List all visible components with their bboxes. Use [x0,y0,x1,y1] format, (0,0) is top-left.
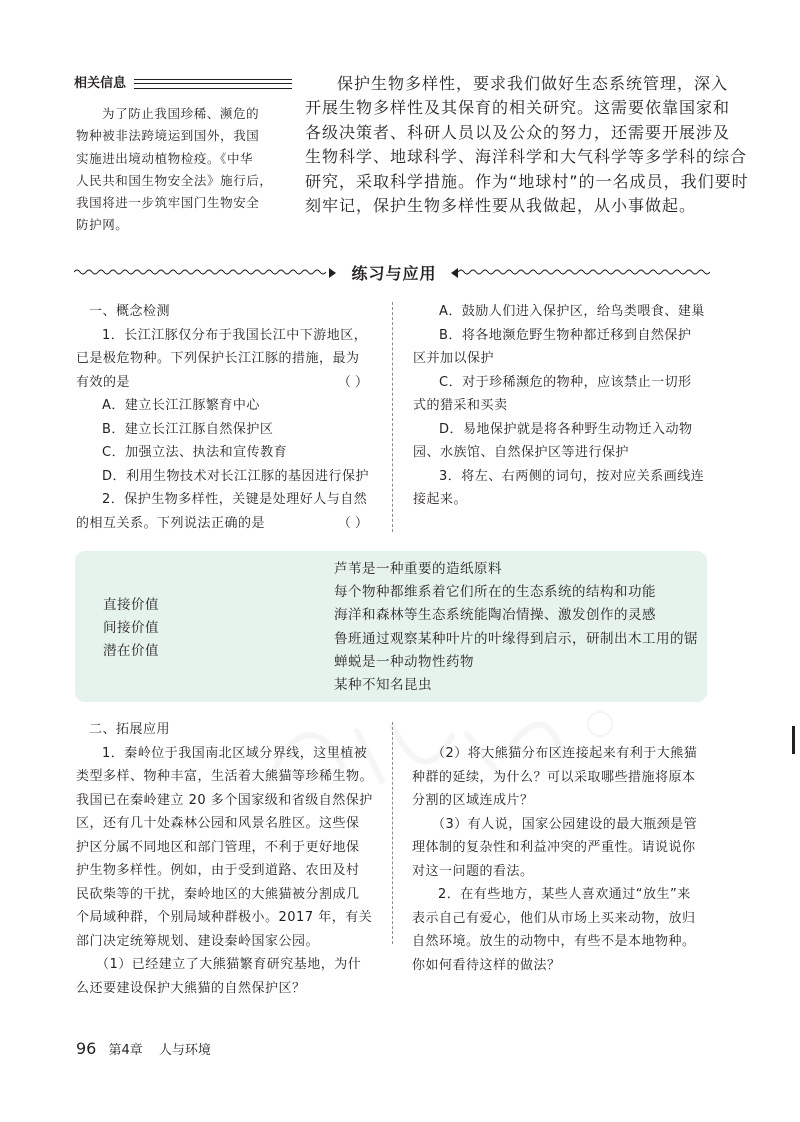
side-note-line: 物种被非法跨境运到国外，我国 [76,128,260,144]
question-line [76,512,374,536]
side-note-line: 人民共和国生物安全法》施行后， [76,172,273,188]
question-line: 类型多样、物种丰富，生活着大熊猫等珍稀生物。 [76,769,374,784]
option-line: 式的猎采和买卖 [413,398,508,413]
question-line: 接起来。 [413,492,468,507]
option-line: A．鼓励人们进入保护区，给鸟类喂食、建巢 [439,304,705,319]
wave-divider-right [448,266,710,278]
paragraph-line: 生物科学、地球科学、海洋科学和大气科学等多学科的综合 [305,147,748,167]
subquestion-line: 种群的延续，为什么？可以采取哪些措施将原本 [412,769,696,785]
subquestion-line: 分割的区域连成片？ [412,793,534,808]
question-line: 你如何看待这样的做法？ [412,957,561,973]
matching-right-item: 海洋和森林等生态系统能陶冶情操、激发创作的灵感 [334,607,656,624]
section-title: 练习与应用 [351,264,437,283]
subquestion-line: 对这一问题的看法。 [412,863,534,879]
paragraph-line: 开展生物多样性及其保育的相关研究。这需要依靠国家和 [305,98,731,118]
option-line: B．建立长江江豚自然保护区 [102,421,274,437]
chapter-title: 人与环境 [158,1043,211,1058]
extension-column-right [412,742,712,977]
paragraph-line: 研究，采取科学措施。作为“地球村”的一名成员，我们要时 [305,171,749,191]
question-line: 区，还有几十处森林公园和风景名胜区。这些保 [76,816,360,831]
matching-left-item: 直接价值 [103,597,159,613]
page-number: 96 [76,1039,97,1058]
question-line: 1．长江江豚仅分布于我国长江中下游地区， [102,327,368,343]
chapter-label: 第4章 [108,1043,143,1058]
matching-right-item: 芦苇是一种重要的造纸原料 [334,561,502,577]
question-line: 我国已在秦岭建立 20 多个国家级和省级自然保护 [76,792,373,808]
column-divider [392,722,393,944]
side-note-title: 相关信息 [74,76,127,91]
side-note-line: 防护网。 [76,217,129,233]
answer-bracket: （ ） [337,374,368,390]
side-note-rule [134,79,292,89]
option-line: 园、水族馆、自然保护区等进行保护 [413,445,630,460]
question-line: 部门决定统筹规划、建设秦岭国家公园。 [76,933,320,949]
column-divider [392,302,393,532]
wave-divider-left [74,266,336,278]
option-line: A．建立长江江豚繁育中心 [102,398,260,413]
matching-right-list [334,558,698,697]
question-line: 2．保护生物多样性，关键是处理好人与自然 [102,492,368,507]
question-text: 的相互关系。下列说法正确的是 [76,515,266,531]
side-note-text [76,103,298,237]
matching-right-item: 每个物种都维系着它们所在的生态系统的结构和功能 [334,584,656,601]
main-paragraph [305,72,749,218]
side-note-line: 我国将进一步筑牢国门生物安全 [76,195,260,211]
extension-column-left [76,718,376,1000]
matching-left-item: 潜在价值 [103,643,159,659]
matching-left-item: 间接价值 [103,620,159,636]
question-line: 1．秦岭位于我国南北区域分界线，这里植被 [102,745,368,761]
option-line: D．易地保护就是将各种野生动物迁入动物 [439,421,693,437]
matching-right-item: 鲁班通过观察某种叶片的叶缘得到启示，研制出木工用的锯 [334,630,698,647]
exercise-column-left [76,300,374,535]
part1-heading: 一、概念检测 [89,304,171,319]
matching-right-item: 蝉蜕是一种动物性药物 [334,653,474,670]
matching-left-list [103,594,159,663]
option-line: 区并加以保护 [413,351,495,366]
question-line: 护生物多样性。例如，由于受到道路、农田及村 [76,863,360,878]
question-line: 个局域种群，个别局域种群极小。2017 年，有关 [76,910,373,925]
matching-right-item: 某种不知名昆虫 [334,677,432,694]
question-line: 已是极危物种。下列保护长江江豚的措施，最为 [76,351,360,366]
question-line: 2．在有些地方，某些人喜欢通过“放生”来 [438,887,691,902]
page-footer [76,1040,211,1060]
question-line: 自然环境。放生的动物中，有些不是本地物种。 [412,934,696,949]
subquestion-line: 理体制的复杂性和利益冲突的严重性。请说说你 [412,840,696,855]
question-text: 有效的是 [76,374,131,390]
option-line: B．将各地濒危野生物种都迁移到自然保护 [439,327,692,343]
question-line: 3．将左、右两侧的词句，按对应关系画线连 [439,468,705,484]
subquestion-line: （2）将大熊猫分布区连接起来有利于大熊猫 [432,746,698,761]
paragraph-line: 刻牢记，保护生物多样性要从我做起，从小事做起。 [305,196,697,216]
section-header [74,258,710,286]
subquestion-line: （3）有人说，国家公园建设的最大瓶颈是管 [432,816,698,832]
triangle-left-icon [329,268,336,278]
question-line: 民砍柴等的干扰，秦岭地区的大熊猫被分割成几 [76,886,360,902]
side-note-line: 实施进出境动植物检疫。《中华 [76,150,254,166]
exercise-column-right [413,300,713,512]
answer-bracket: （ ） [337,515,368,531]
option-line: C．加强立法、执法和宣传教育 [102,445,288,460]
option-line: D．利用生物技术对长江江豚的基因进行保护 [102,468,370,484]
question-line: 护区分属不同地区和部门管理，不利于更好地保 [76,839,360,855]
paragraph-line: 保护生物多样性，要求我们做好生态系统管理，深入 [337,74,729,93]
side-note-line: 为了防止我国珍稀、濒危的 [102,106,260,121]
subquestion-line: 么还要建设保护大熊猫的自然保护区？ [76,980,306,996]
subquestion-line: （1）已经建立了大熊猫繁育研究基地，为什 [96,957,362,972]
question-line [76,371,374,395]
question-line: 表示自己有爱心，他们从市场上买来动物，放归 [412,910,696,926]
part2-heading: 二、拓展应用 [89,722,171,737]
paragraph-line: 各级决策者、科研人员以及公众的努力，还需要开展涉及 [305,122,731,142]
option-line: C．对于珍稀濒危的物种，应该禁止一切形 [439,374,692,390]
page-edge-mark [792,726,795,754]
